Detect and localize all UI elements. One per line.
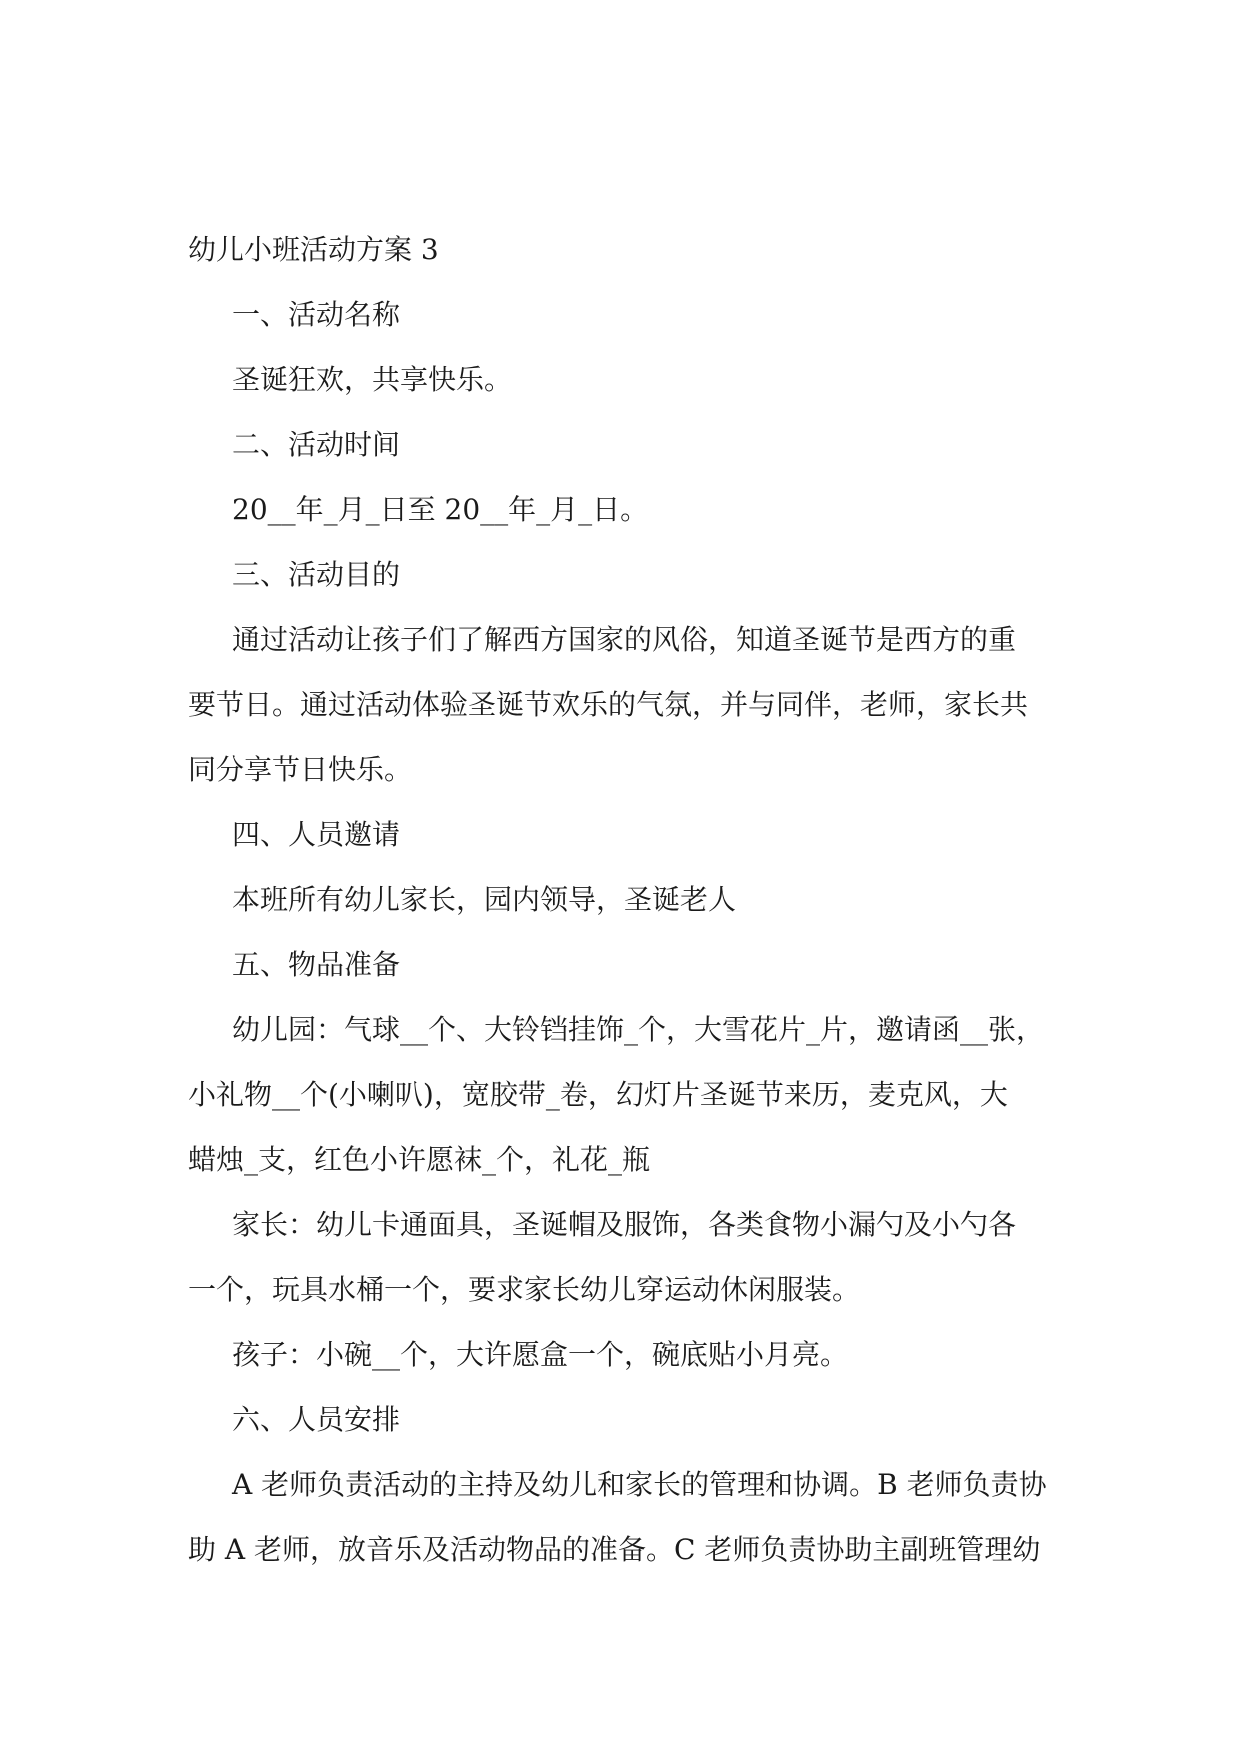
section-heading: 一、活动名称 bbox=[232, 298, 401, 331]
paragraph-line: 孩子：小碗__个，大许愿盒一个，碗底贴小月亮。 bbox=[232, 1338, 849, 1371]
paragraph-line: 通过活动让孩子们了解西方国家的风俗，知道圣诞节是西方的重 bbox=[232, 623, 1017, 656]
paragraph-line: 一个，玩具水桶一个，要求家长幼儿穿运动休闲服装。 bbox=[188, 1273, 861, 1306]
section-heading: 三、活动目的 bbox=[232, 558, 401, 591]
paragraph-line: 助 A 老师，放音乐及活动物品的准备。C 老师负责协助主副班管理幼 bbox=[188, 1533, 1041, 1566]
paragraph-line: 同分享节日快乐。 bbox=[188, 753, 413, 786]
paragraph-line: 20__年_月_日至 20__年_月_日。 bbox=[232, 493, 649, 526]
paragraph-line: 蜡烛_支，红色小许愿袜_个，礼花_瓶 bbox=[188, 1143, 651, 1176]
document-title: 幼儿小班活动方案 3 bbox=[188, 233, 439, 266]
paragraph-line: 圣诞狂欢，共享快乐。 bbox=[232, 363, 513, 396]
paragraph-line: 家长：幼儿卡通面具，圣诞帽及服饰，各类食物小漏勺及小勺各 bbox=[232, 1208, 1017, 1241]
section-heading: 六、人员安排 bbox=[232, 1403, 401, 1436]
paragraph-line: 本班所有幼儿家长，园内领导，圣诞老人 bbox=[232, 883, 737, 916]
section-heading: 四、人员邀请 bbox=[232, 818, 401, 851]
paragraph-line: 幼儿园：气球__个、大铃铛挂饰_个，大雪花片_片，邀请函__张， bbox=[232, 1013, 1045, 1046]
paragraph-line: 要节日。通过活动体验圣诞节欢乐的气氛，并与同伴，老师，家长共 bbox=[188, 688, 1029, 721]
paragraph-line: 小礼物__个(小喇叭)，宽胶带_卷，幻灯片圣诞节来历，麦克风，大 bbox=[188, 1078, 1008, 1111]
paragraph-line: A 老师负责活动的主持及幼儿和家长的管理和协调。B 老师负责协 bbox=[232, 1468, 1047, 1501]
section-heading: 二、活动时间 bbox=[232, 428, 401, 461]
section-heading: 五、物品准备 bbox=[232, 948, 401, 981]
